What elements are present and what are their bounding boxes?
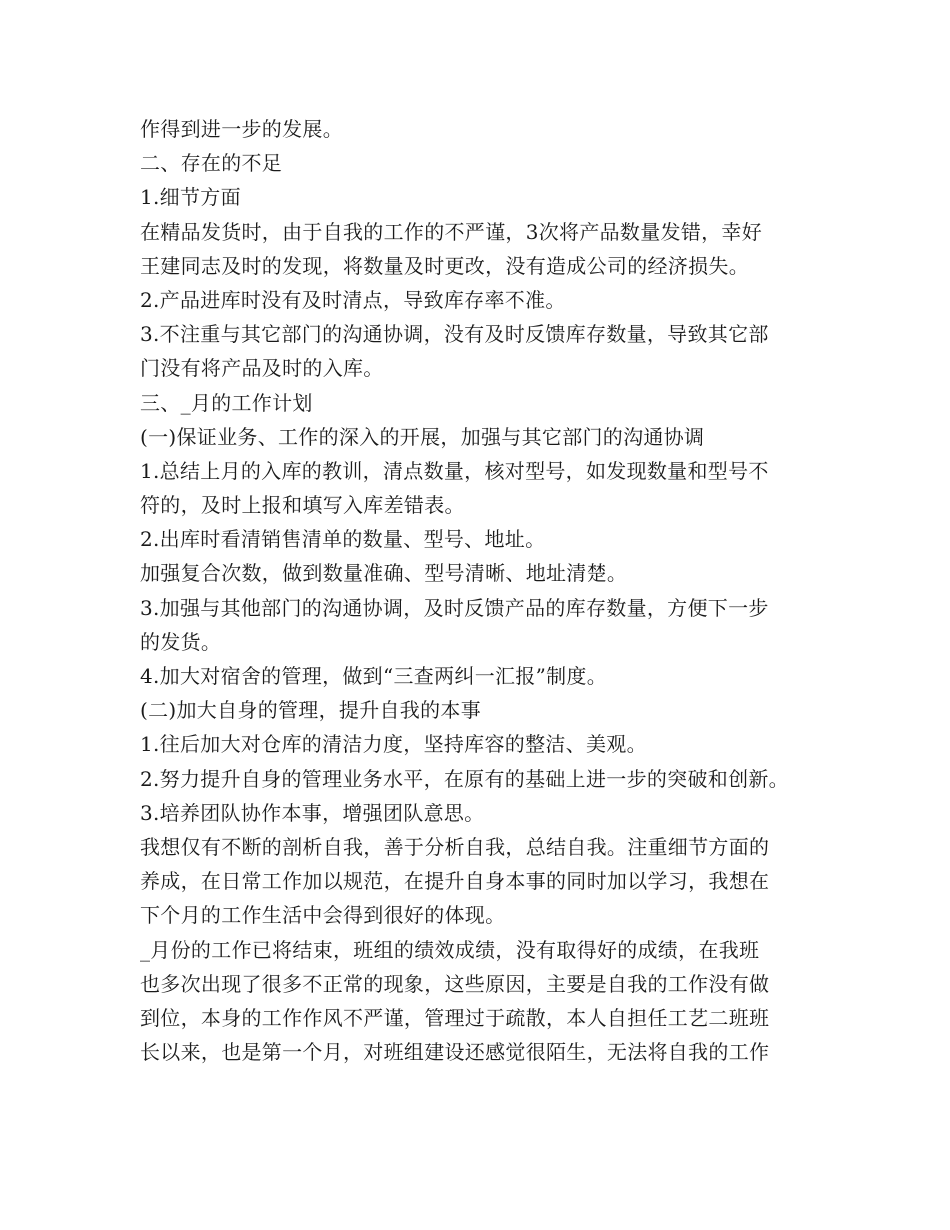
subsection-heading: 1.细节方面 <box>140 185 241 210</box>
list-item: 2.出库时看清销售清单的数量、型号、地址。 <box>140 527 546 552</box>
list-item: 3.加强与其他部门的沟通协调，及时反馈产品的库存数量，方便下一步 <box>140 595 769 620</box>
text-line: 在精品发货时，由于自我的工作的不严谨，3次将产品数量发错，幸好 <box>140 219 763 244</box>
list-item: 3.不注重与其它部门的沟通协调，没有及时反馈库存数量，导致其它部 <box>140 322 769 347</box>
text-line: 也多次出现了很多不正常的现象，这些原因，主要是自我的工作没有做 <box>140 971 770 996</box>
text-line: 长以来，也是第一个月，对班组建设还感觉很陌生，无法将自我的工作 <box>140 1040 770 1065</box>
text-line: 王建同志及时的发现，将数量及时更改，没有造成公司的经济损失。 <box>140 253 749 278</box>
text-line: 到位，本身的工作作风不严谨，管理过于疏散，本人自担任工艺二班班 <box>140 1005 770 1030</box>
text-line: 的发货。 <box>140 629 222 654</box>
subsection-heading: (二)加大自身的管理，提升自我的本事 <box>140 698 482 723</box>
text-line: 下个月的工作生活中会得到很好的体现。 <box>140 903 506 928</box>
text-line: 加强复合次数，做到数量准确、型号清晰、地址清楚。 <box>140 561 628 586</box>
list-item: 1.往后加大对仓库的清洁力度，坚持库容的整洁、美观。 <box>140 732 647 757</box>
text-line: 门没有将产品及时的入库。 <box>140 356 384 381</box>
text-line: 养成，在日常工作加以规范，在提升自身本事的同时加以学习，我想在 <box>140 869 770 894</box>
section-heading: 二、存在的不足 <box>140 151 283 176</box>
text-line: _月份的工作已将结束，班组的绩效成绩，没有取得好的成绩，在我班 <box>140 937 760 962</box>
text-line: 符的，及时上报和填写入库差错表。 <box>140 493 465 518</box>
section-heading: 三、_月的工作计划 <box>140 390 313 415</box>
list-item: 4.加大对宿舍的管理，做到“三查两纠一汇报”制度。 <box>140 664 608 688</box>
list-item: 2.努力提升自身的管理业务水平，在原有的基础上进一步的突破和创新。 <box>140 766 789 791</box>
document-body <box>140 112 830 1069</box>
text-line: 作得到进一步的发展。 <box>140 117 343 141</box>
list-item: 2.产品进库时没有及时清点，导致库存率不准。 <box>140 287 566 312</box>
list-item: 1.总结上月的入库的教训，清点数量，核对型号，如发现数量和型号不 <box>140 458 769 483</box>
subsection-heading: (一)保证业务、工作的深入的开展，加强与其它部门的沟通协调 <box>140 424 705 449</box>
text-line: 我想仅有不断的剖析自我，善于分析自我，总结自我。注重细节方面的 <box>140 834 770 859</box>
list-item: 3.培养团队协作本事，增强团队意思。 <box>140 800 485 825</box>
